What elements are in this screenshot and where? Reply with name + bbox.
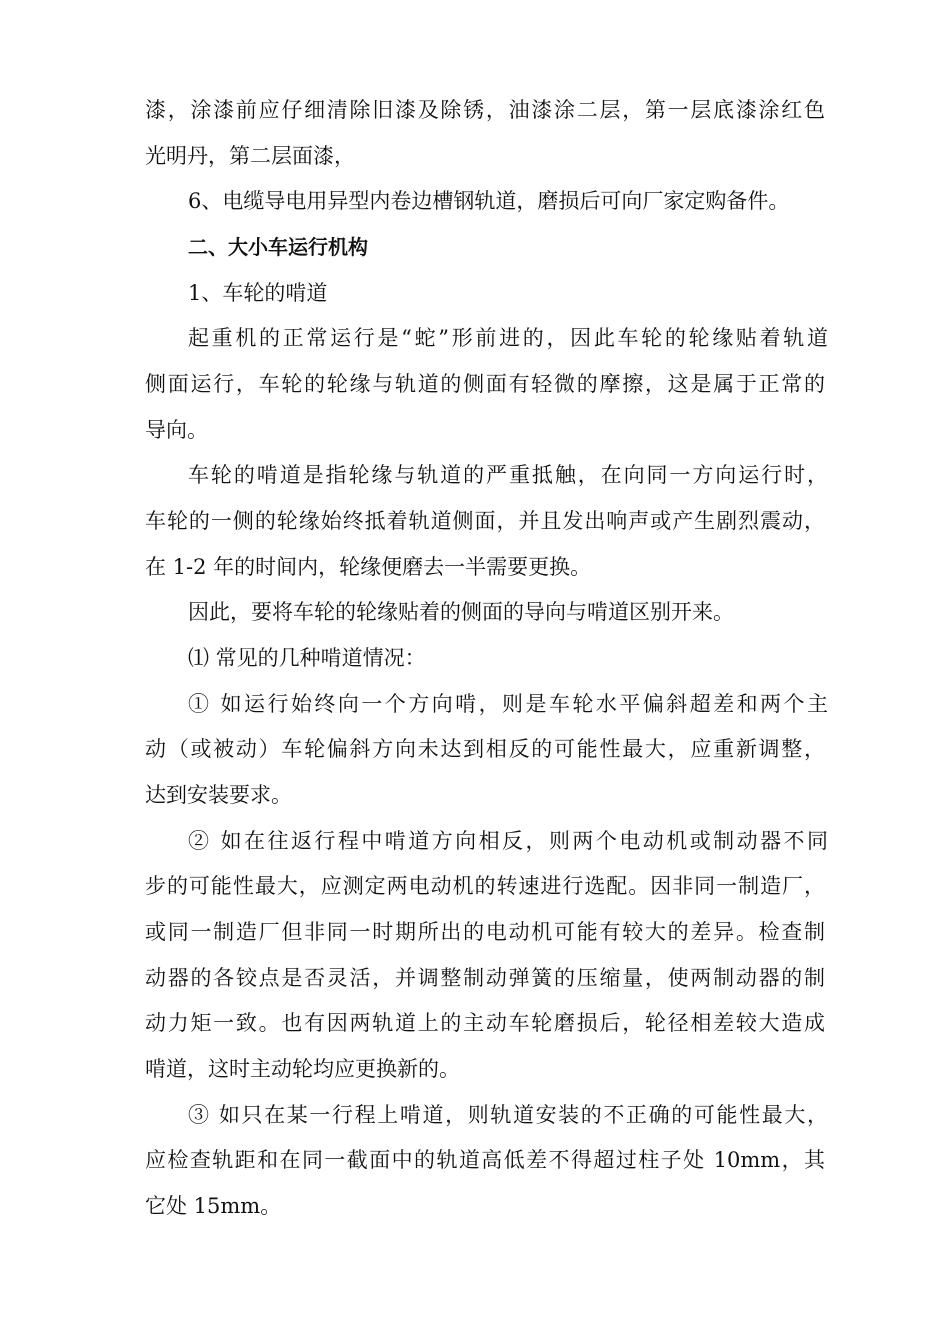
- section-heading: 二、大小车运行机构: [188, 235, 368, 259]
- text-line: 动力矩一致。也有因两轨道上的主动车轮磨损后，轮径相差较大造成: [145, 1011, 825, 1035]
- text-line: 侧面运行，车轮的轮缘与轨道的侧面有轻微的摩擦，这是属于正常的: [145, 372, 825, 396]
- text-line: 车轮的啃道是指轮缘与轨道的严重抵触，在向同一方向运行时，: [188, 463, 828, 487]
- subsection-heading: 1、车轮的啃道: [188, 281, 328, 305]
- text-line: 漆，涂漆前应仔细清除旧漆及除锈，油漆涂二层，第一层底漆涂红色: [145, 98, 825, 122]
- text-line: 车轮的一侧的轮缘始终抵着轨道侧面，并且发出响声或产生剧烈震动，: [145, 509, 825, 533]
- text-line: 导向。: [145, 418, 208, 442]
- text-line: ③ 如只在某一行程上啃道，则轨道安装的不正确的可能性最大，: [188, 1103, 828, 1127]
- text-line: 动器的各铰点是否灵活，并调整制动弹簧的压缩量，使两制动器的制: [145, 966, 825, 990]
- text-line: 应检查轨距和在同一截面中的轨道高低差不得超过柱子处 10mm，其: [145, 1148, 825, 1172]
- text-line: 啃道，这时主动轮均应更换新的。: [145, 1057, 460, 1081]
- text-line: 或同一制造厂但非同一时期所出的电动机可能有较大的差异。检查制: [145, 920, 825, 944]
- list-heading: ⑴ 常见的几种啃道情况：: [188, 646, 426, 670]
- text-line: 因此，要将车轮的轮缘贴着的侧面的导向与啃道区别开来。: [188, 600, 734, 624]
- text-line: 起重机的正常运行是“蛇”形前进的，因此车轮的轮缘贴着轨道: [188, 326, 828, 350]
- text-line: 动（或被动）车轮偏斜方向未达到相反的可能性最大，应重新调整，: [145, 737, 825, 761]
- text-line: 步的可能性最大，应测定两电动机的转速进行选配。因非同一制造厂，: [145, 874, 825, 898]
- text-line: 达到安装要求。: [145, 783, 292, 807]
- text-line: 在 1-2 年的时间内，轮缘便磨去一半需要更换。: [145, 555, 592, 579]
- text-line: 光明丹，第二层面漆，: [145, 144, 355, 168]
- text-line: ① 如运行始终向一个方向啃，则是车轮水平偏斜超差和两个主: [188, 692, 828, 716]
- text-line: ② 如在往返行程中啃道方向相反，则两个电动机或制动器不同: [188, 829, 828, 853]
- text-line: 6、电缆导电用异型内卷边槽钢轨道，磨损后可向厂家定购备件。: [188, 189, 790, 213]
- text-line: 它处 15mm。: [145, 1194, 282, 1218]
